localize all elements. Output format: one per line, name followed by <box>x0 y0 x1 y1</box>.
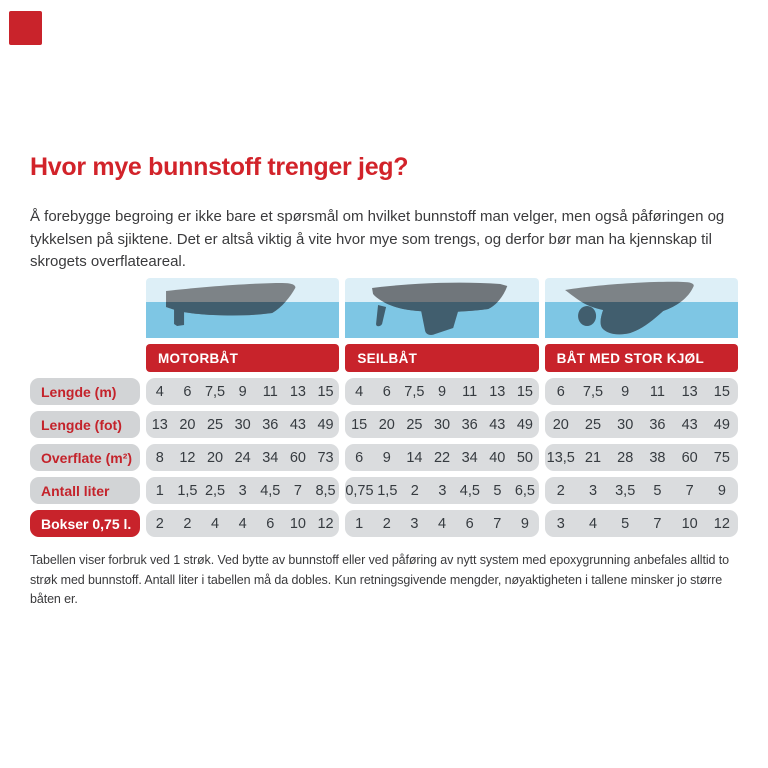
table-value: 4 <box>588 515 598 532</box>
table-value: 25 <box>406 416 423 433</box>
table-value: 1 <box>155 482 164 499</box>
column-header-motorbat: MOTORBÅT <box>146 344 339 372</box>
table-value: 4 <box>355 383 364 400</box>
table-value: 13 <box>289 383 306 400</box>
footnote-line: strøk med bunnstoff. Antall liter i tabellen må da dobles. Kun retningsgivende mengder, nøyaktigheten i tallene minsker jo større <box>30 572 723 587</box>
table-value: 3 <box>438 482 447 499</box>
table-value: 75 <box>713 449 730 466</box>
value-band <box>146 477 339 504</box>
value-band <box>545 477 738 504</box>
table-value: 1 <box>355 515 364 532</box>
table-value: 25 <box>584 416 602 433</box>
value-band <box>146 378 339 405</box>
table-value: 7,5 <box>404 383 425 400</box>
table-value: 4 <box>211 515 220 532</box>
table-value: 2 <box>183 515 192 532</box>
table-value: 21 <box>584 449 602 466</box>
intro-line: skrogets overflateareal. <box>30 253 186 270</box>
table-value: 6,5 <box>514 482 535 499</box>
intro-line: tykkelsen på sjiktene. Det er altså viktig å vite hvor mye som trengs, og derfor bør man ha kjennskap til <box>30 230 712 248</box>
table-value: 24 <box>234 449 251 466</box>
table-value: 12 <box>317 515 334 532</box>
table-value: 10 <box>681 515 698 532</box>
boat-illustration-full-keel <box>545 278 738 338</box>
table-value: 22 <box>433 449 451 466</box>
boat-illustration-motorboat <box>146 278 339 338</box>
table-value: 9 <box>621 383 630 400</box>
value-band <box>545 510 738 537</box>
table-value: 43 <box>289 416 306 433</box>
table-value: 60 <box>289 449 306 466</box>
value-band <box>545 378 738 405</box>
table-value: 15 <box>713 383 730 400</box>
table-value: 20 <box>378 416 395 433</box>
row-label: Antall liter <box>30 477 140 504</box>
page-title: Hvor mye bunnstoff trenger jeg? <box>30 153 409 181</box>
table-value: 50 <box>516 449 533 466</box>
table-value: 6 <box>355 449 364 466</box>
table-value: 9 <box>717 482 726 499</box>
value-band <box>146 444 339 471</box>
full-keel-boat-icon <box>545 278 738 338</box>
table-value: 15 <box>317 383 334 400</box>
table-value: 40 <box>489 449 506 466</box>
consumption-table <box>30 278 738 537</box>
table-value: 49 <box>516 416 533 433</box>
value-band <box>345 378 538 405</box>
value-band <box>345 510 538 537</box>
table-value: 4,5 <box>260 482 281 499</box>
table-value: 6 <box>266 515 275 532</box>
table-value: 36 <box>262 416 279 433</box>
footnote-line: båten er. <box>30 592 78 606</box>
table-value: 4 <box>155 383 164 400</box>
table-value: 34 <box>461 449 478 466</box>
table-value: 36 <box>649 416 666 433</box>
table-value: 8 <box>155 449 164 466</box>
table-value: 12 <box>179 449 196 466</box>
value-band <box>345 411 538 438</box>
table-value: 8,5 <box>315 482 336 499</box>
table-value: 10 <box>289 515 306 532</box>
footnote <box>30 551 765 610</box>
table-value: 7 <box>653 515 662 532</box>
table-value: 20 <box>206 449 224 466</box>
table-value: 28 <box>617 449 634 466</box>
table-value: 3 <box>238 482 247 499</box>
table-value: 2,5 <box>204 482 226 499</box>
value-band <box>146 510 339 537</box>
table-value: 20 <box>552 416 569 433</box>
table-value: 4 <box>437 515 447 532</box>
table-value: 11 <box>462 383 478 400</box>
table-value: 43 <box>489 416 506 433</box>
row-label: Bokser 0,75 l. <box>30 510 140 537</box>
value-band <box>146 411 339 438</box>
table-value: 15 <box>516 383 533 400</box>
intro-paragraph <box>30 206 760 274</box>
table-value: 2 <box>556 482 565 499</box>
table-value: 43 <box>681 416 698 433</box>
table-value: 3,5 <box>615 482 636 499</box>
table-value: 5 <box>493 482 502 499</box>
table-value: 36 <box>461 416 478 433</box>
table-value: 9 <box>437 383 447 400</box>
table-value: 30 <box>617 416 634 433</box>
table-value: 5 <box>653 482 662 499</box>
table-value: 2 <box>410 482 419 499</box>
brand-logo-mark <box>9 11 42 45</box>
intro-line: Å forebygge begroing er ikke bare et spørsmål om hvilket bunnstoff man velger, men også påføringen og <box>30 208 725 225</box>
table-value: 3 <box>410 515 419 532</box>
table-corner-spacer <box>30 344 140 372</box>
table-value: 6 <box>556 383 565 400</box>
table-value: 13 <box>489 383 506 400</box>
table-value: 7 <box>685 482 694 499</box>
row-label: Lengde (fot) <box>30 411 140 438</box>
row-label: Overflate (m²) <box>30 444 140 471</box>
table-value: 1,5 <box>377 482 398 499</box>
table-value: 0,75 <box>345 482 374 499</box>
value-band <box>345 477 538 504</box>
table-value: 11 <box>262 383 278 400</box>
table-value: 2 <box>155 515 164 532</box>
table-value: 4,5 <box>459 482 480 499</box>
value-band <box>545 411 738 438</box>
table-value: 3 <box>556 515 565 532</box>
table-value: 15 <box>351 416 368 433</box>
table-value: 34 <box>262 449 279 466</box>
table-value: 49 <box>713 416 730 433</box>
value-band <box>545 444 738 471</box>
sailboat-fin-keel-icon <box>345 278 538 338</box>
table-value: 13,5 <box>546 449 575 466</box>
table-value: 1,5 <box>177 482 198 499</box>
table-value: 11 <box>649 383 665 400</box>
table-corner-spacer <box>30 278 140 338</box>
table-value: 49 <box>317 416 334 433</box>
table-value: 7 <box>493 515 502 532</box>
table-value: 9 <box>382 449 391 466</box>
column-header-stor-kjol: BÅT MED STOR KJØL <box>545 344 738 372</box>
value-band <box>345 444 538 471</box>
table-value: 30 <box>234 416 251 433</box>
table-value: 3 <box>588 482 598 499</box>
table-value: 6 <box>183 383 192 400</box>
table-value: 7 <box>293 482 302 499</box>
table-value: 30 <box>433 416 451 433</box>
motorboat-icon <box>146 278 339 338</box>
table-value: 13 <box>151 416 168 433</box>
table-value: 73 <box>317 449 334 466</box>
table-value: 2 <box>382 515 391 532</box>
table-value: 12 <box>713 515 730 532</box>
table-value: 5 <box>621 515 630 532</box>
row-label: Lengde (m) <box>30 378 140 405</box>
table-value: 6 <box>382 383 391 400</box>
table-value: 38 <box>649 449 666 466</box>
table-value: 14 <box>406 449 423 466</box>
table-value: 13 <box>681 383 698 400</box>
footnote-line: Tabellen viser forbruk ved 1 strøk. Ved bytte av bunnstoff eller ved påføring av nytt system med epoxygrunning anbefales alltid to <box>30 553 729 567</box>
table-value: 7,5 <box>204 383 226 400</box>
table-value: 6 <box>465 515 474 532</box>
table-value: 9 <box>520 515 529 532</box>
table-value: 4 <box>238 515 247 532</box>
table-value: 25 <box>206 416 224 433</box>
table-value: 9 <box>238 383 247 400</box>
boat-illustration-sailboat <box>345 278 538 338</box>
table-value: 60 <box>681 449 698 466</box>
column-header-seilbat: SEILBÅT <box>345 344 538 372</box>
table-value: 7,5 <box>582 383 604 400</box>
table-value: 20 <box>179 416 196 433</box>
